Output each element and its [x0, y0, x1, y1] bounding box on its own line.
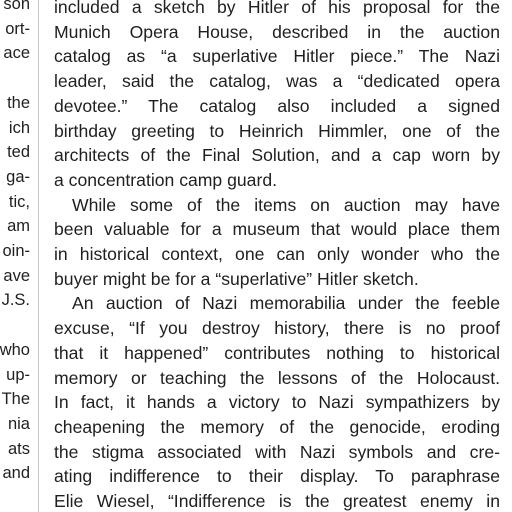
text-line: in historical context, one can only wonder who the — [54, 244, 500, 264]
left-column-cropped — [0, 0, 34, 512]
left-column-fragment: ave — [3, 266, 30, 285]
column-divider — [38, 0, 39, 512]
left-column-fragment: son — [3, 0, 30, 13]
main-column — [54, 0, 500, 512]
text-line: leader, said the catalog, was a “dedicated opera — [54, 71, 500, 92]
left-column-fragment: ich — [8, 118, 30, 137]
text-line: In fact, it hands a victory to Nazi sympathizers by — [54, 392, 500, 413]
text-line: a concentration camp guard. — [54, 169, 277, 190]
left-column-fragment: ted — [7, 143, 30, 162]
text-line: ating indifference to their display. To paraphrase — [54, 466, 500, 487]
text-line: been valuable for a museum that would place them — [54, 219, 500, 240]
text-line: birthday greeting to Heinrich Himmler, one of the — [54, 120, 500, 141]
text-line: devotee.” The catalog also included a signed — [54, 95, 500, 116]
left-column-fragment: ga- — [6, 167, 30, 186]
left-column-fragment: up- — [6, 365, 30, 384]
text-line: cheapening the memory of the genocide, eroding — [54, 416, 500, 437]
text-line: excuse, “If you destroy history, there is no proof — [54, 318, 500, 339]
text-line: the stigma associated with Nazi symbols and cre- — [54, 441, 500, 462]
text-line: Munich Opera House, described in the auction — [54, 21, 500, 42]
left-column-fragment: and — [2, 464, 30, 483]
text-line: buyer might be for a “superlative” Hitler sketch. — [54, 268, 419, 289]
text-line: An auction of Nazi memorabilia under the feeble — [72, 293, 500, 314]
text-line: included a sketch by Hitler of his proposal for the — [54, 0, 500, 17]
left-column-fragment: the — [7, 93, 30, 112]
text-line: architects of the Final Solution, and a cap worn by — [54, 145, 500, 166]
left-column-fragment: nia — [7, 414, 30, 433]
text-line: While some of the items on auction may have — [72, 194, 500, 215]
text-line: catalog as “a superlative Hitler piece.” The Nazi — [54, 46, 500, 67]
left-column-fragment: ace — [3, 44, 30, 63]
text-line: Elie Wiesel, “Indifference is the greatest enemy in — [54, 491, 500, 511]
left-column-fragment: oin- — [2, 242, 30, 260]
left-column-fragment: ats — [7, 439, 30, 458]
left-column-fragment: The — [1, 390, 30, 409]
left-column-fragment: who — [0, 340, 30, 359]
left-column-fragment: ort- — [5, 19, 30, 38]
left-column-fragment: am — [7, 217, 30, 236]
left-column-fragment: tic, — [8, 192, 30, 211]
left-column-fragment: J.S. — [1, 291, 30, 310]
text-line: that it happened” contributes nothing to historical — [54, 342, 500, 363]
text-line: memory or teaching the lessons of the Holocaust. — [54, 367, 500, 388]
